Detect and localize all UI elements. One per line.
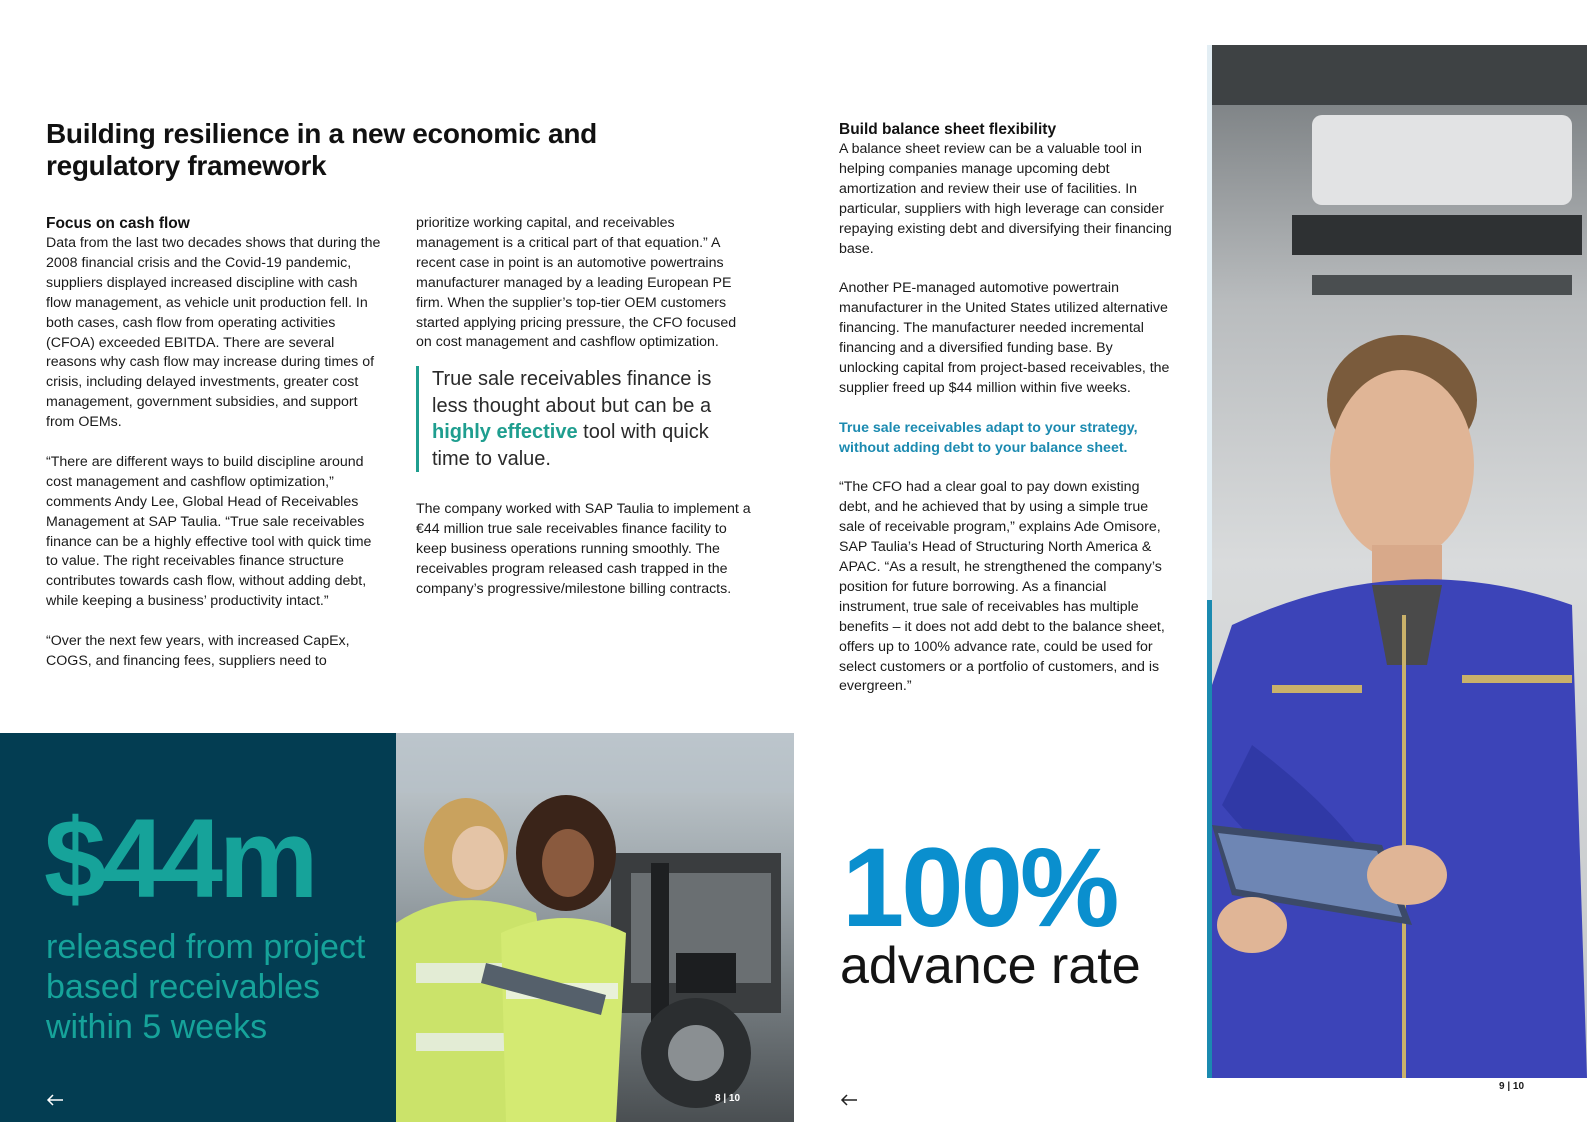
- stat-value: 100%: [842, 825, 1117, 950]
- body-paragraph: Data from the last two decades shows that during the 2008 financial crisis and the Covid-19 pandemic, suppliers displayed increased discipline with cash flow management, as vehicle unit production fell. In both cases, cash flow from operating activities (CFOA) exceeded EBITDA. There are several reasons why cash flow may increase during times of crisis, including delayed investments, greater cost management, government subsidies, and support from OEMs.: [46, 235, 381, 431]
- photo-factory-workers: [396, 733, 794, 1122]
- body-paragraph: A balance sheet review can be a valuable tool in helping companies manage upcoming debt amortization and review their use of facilities. In particular, suppliers with high leverage can consider repaying existing debt and diversifying their financing base.: [839, 141, 1172, 257]
- body-paragraph: Another PE-managed automotive powertrain manufacturer in the United States utilized alternative financing. The manufacturer needed incremental financing and a diversified funding base. By unlocking capital from project-based receivables, the supplier freed up $44 million within five weeks.: [839, 280, 1170, 396]
- quote-paragraph: “The CFO had a clear goal to pay down existing debt, and he achieved that by using a simple true sale of receivable program,” explains Ade Omisore, SAP Taulia’s Head of Structuring North America & APAC. “As a result, he strengthened the company’s position for future borrowing. As a financial instrument, true sale of receivables has multiple benefits – it does not add debt to the balance sheet, offers up to 100% advance rate, could be used for select customers or a portfolio of customers, and is evergreen.”: [839, 479, 1165, 695]
- right-column: [839, 120, 1174, 717]
- left-column-a: [46, 214, 384, 692]
- pull-quote-text-end: tool with quick time to value.: [432, 421, 709, 470]
- body-paragraph: “Over the next few years, with increased CapEx, COGS, and financing fees, suppliers need to: [46, 633, 350, 669]
- pull-quote-highlight: highly effective: [432, 421, 578, 444]
- photo-mechanic-tablet: [1212, 45, 1587, 1092]
- stat-panel: [0, 733, 396, 1122]
- page-number: 8 | 10: [715, 1093, 741, 1104]
- left-column-b: [416, 214, 752, 620]
- body-paragraph: “There are different ways to build discipline around cost management and cashflow optimization,” comments Andy Lee, Global Head of Receivables Management at SAP Taulia. “True sale receivables finance can be a highly effective tool with quick time to value. The right receivables finance structure contributes towards cash flow, without adding debt, while keeping a business’ productivity intact.”: [46, 453, 372, 610]
- body-paragraph: prioritize working capital, and receivables management is a critical part of that equation.” A recent case in point is an automotive powertrains manufacturer managed by a leading European PE firm. When the supplier’s top-tier OEM customers started applying pricing pressure, the CFO focused on cost management and cashflow optimization.: [416, 215, 737, 351]
- stat-caption: released from project based receivables within 5 weeks: [46, 928, 366, 1046]
- callout-text: True sale receivables adapt to your strategy, without adding debt to your balance sheet.: [839, 419, 1138, 456]
- section-heading-balance-sheet: Build balance sheet flexibility: [839, 121, 1057, 138]
- pull-quote: [416, 366, 752, 472]
- stat-value: $44m: [44, 796, 315, 921]
- stat-caption: advance rate: [840, 937, 1141, 995]
- left-page: [0, 0, 794, 1122]
- arrow-left-icon[interactable]: [840, 1093, 858, 1107]
- pull-quote-text: True sale receivables finance is less thought about but can be a: [432, 368, 712, 417]
- section-heading-cash-flow: Focus on cash flow: [46, 215, 190, 232]
- arrow-left-icon[interactable]: [46, 1093, 64, 1107]
- page-title: Building resilience in a new economic and regulatory framework: [46, 118, 597, 181]
- page-number: 9 | 10: [1499, 1081, 1525, 1092]
- body-paragraph: The company worked with SAP Taulia to implement a €44 million true sale receivables finance facility to keep business operations running smoothly. The receivables program released cash trapped in the company’s progressive/milestone billing contracts.: [416, 501, 751, 597]
